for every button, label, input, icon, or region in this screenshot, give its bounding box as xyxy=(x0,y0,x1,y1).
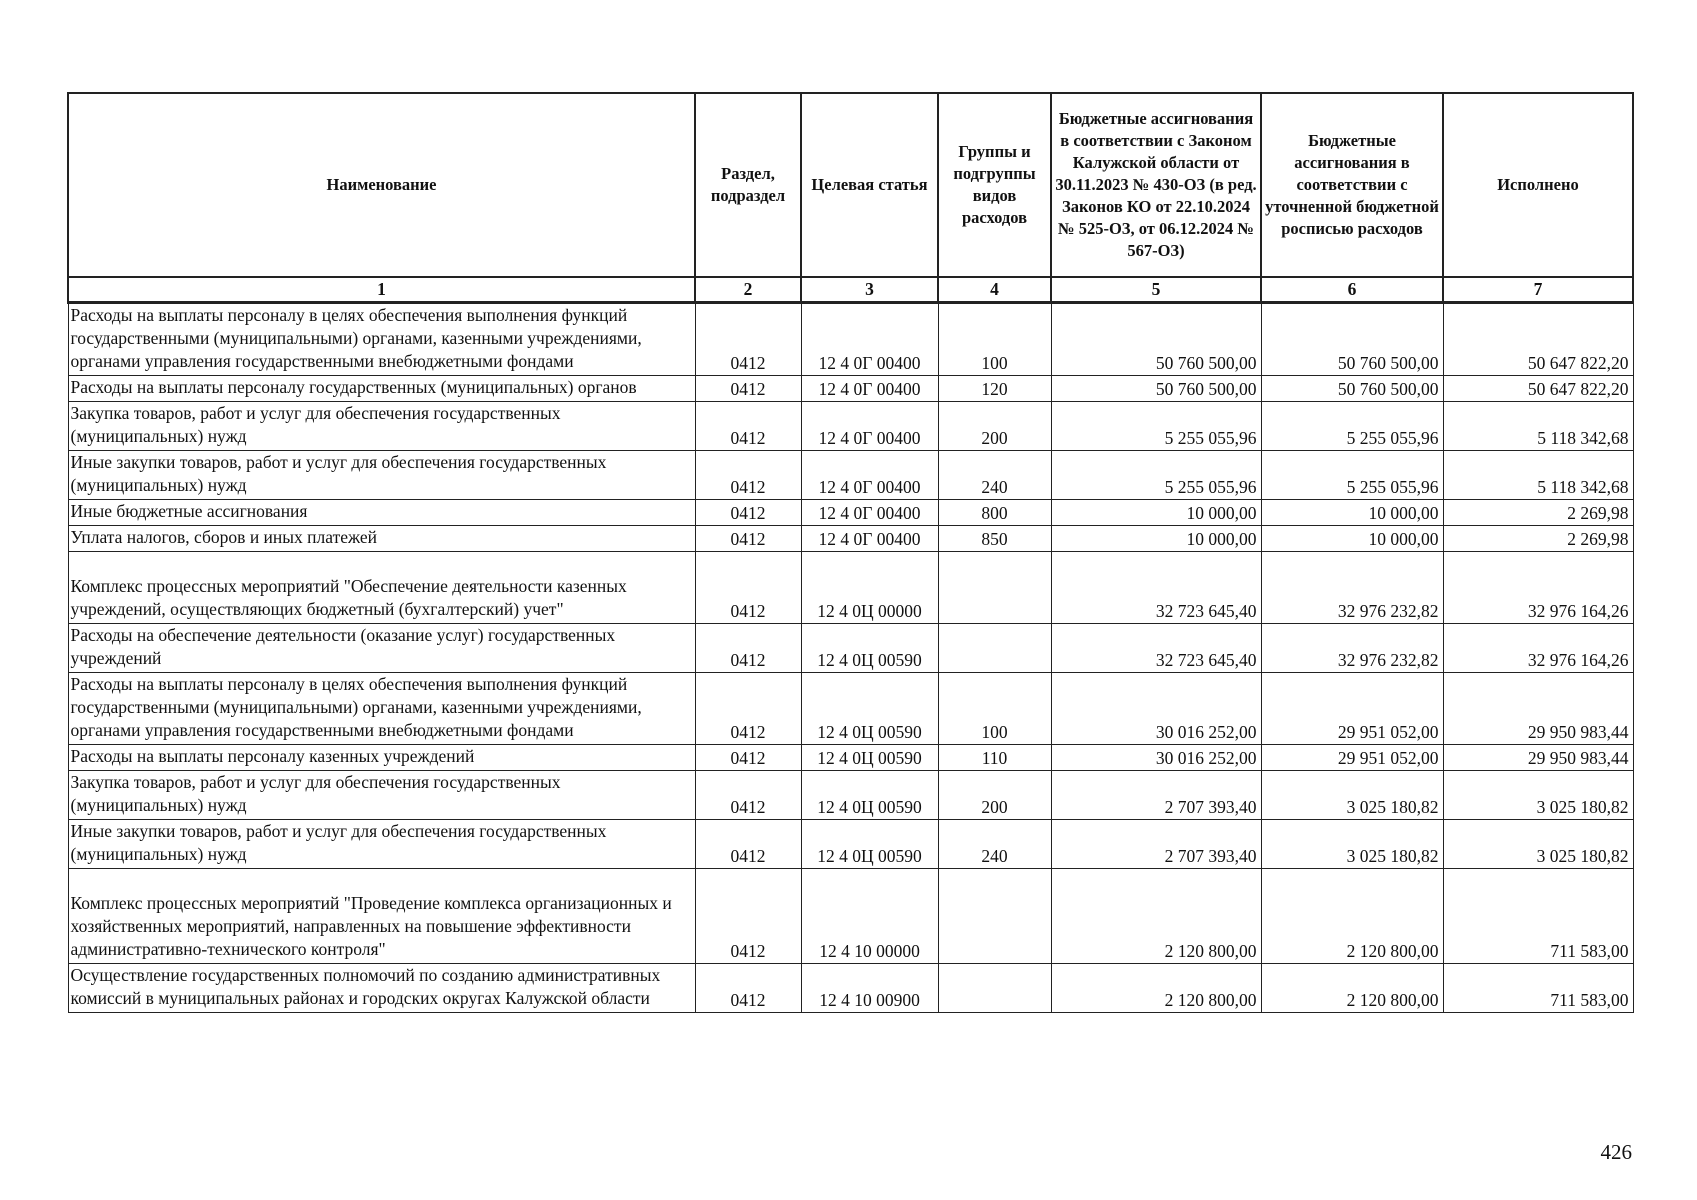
header-expense-groups: Группы и подгруппы видов расходов xyxy=(938,93,1051,277)
column-number: 2 xyxy=(695,277,801,303)
row-name: Иные закупки товаров, работ и услуг для обеспечения государственных (муниципальных) нужд xyxy=(68,451,695,500)
row-budget: 5 255 055,96 xyxy=(1051,451,1261,500)
row-section: 0412 xyxy=(695,820,801,869)
row-group: 850 xyxy=(938,526,1051,552)
row-group: 120 xyxy=(938,376,1051,402)
row-roster: 32 976 232,82 xyxy=(1261,552,1443,624)
row-target: 12 4 10 00900 xyxy=(801,964,938,1013)
row-executed: 32 976 164,26 xyxy=(1443,624,1633,673)
column-number: 4 xyxy=(938,277,1051,303)
row-group: 100 xyxy=(938,673,1051,745)
row-executed: 50 647 822,20 xyxy=(1443,376,1633,402)
row-roster: 5 255 055,96 xyxy=(1261,402,1443,451)
row-budget: 2 707 393,40 xyxy=(1051,820,1261,869)
row-group xyxy=(938,552,1051,624)
row-target: 12 4 0Г 00400 xyxy=(801,500,938,526)
row-executed: 2 269,98 xyxy=(1443,500,1633,526)
row-section: 0412 xyxy=(695,624,801,673)
column-number-row xyxy=(68,277,1633,303)
row-roster: 10 000,00 xyxy=(1261,500,1443,526)
row-roster: 3 025 180,82 xyxy=(1261,820,1443,869)
row-section: 0412 xyxy=(695,869,801,964)
row-name-cell xyxy=(68,869,695,964)
row-executed: 3 025 180,82 xyxy=(1443,771,1633,820)
row-roster: 50 760 500,00 xyxy=(1261,376,1443,402)
row-roster: 10 000,00 xyxy=(1261,526,1443,552)
row-budget: 2 707 393,40 xyxy=(1051,771,1261,820)
header-row xyxy=(68,93,1633,277)
table-row xyxy=(68,376,1633,402)
table-row xyxy=(68,964,1633,1013)
row-section: 0412 xyxy=(695,745,801,771)
row-executed: 50 647 822,20 xyxy=(1443,303,1633,376)
row-executed: 5 118 342,68 xyxy=(1443,402,1633,451)
row-section: 0412 xyxy=(695,552,801,624)
row-name: Комплекс процессных мероприятий "Проведение комплекса организационных и хозяйственных мероприятий, направленных на повышение эффективности административно-технического контроля" xyxy=(70,893,672,959)
row-target: 12 4 0Ц 00590 xyxy=(801,745,938,771)
row-executed: 5 118 342,68 xyxy=(1443,451,1633,500)
table-row xyxy=(68,869,1633,964)
page-number: 426 xyxy=(1600,1140,1632,1164)
row-name: Иные закупки товаров, работ и услуг для обеспечения государственных (муниципальных) нужд xyxy=(68,820,695,869)
row-name: Расходы на выплаты персоналу государственных (муниципальных) органов xyxy=(68,376,695,402)
row-group: 800 xyxy=(938,500,1051,526)
row-section: 0412 xyxy=(695,771,801,820)
row-group: 240 xyxy=(938,820,1051,869)
table-row xyxy=(68,402,1633,451)
row-roster: 2 120 800,00 xyxy=(1261,869,1443,964)
column-number: 7 xyxy=(1443,277,1633,303)
row-budget: 2 120 800,00 xyxy=(1051,869,1261,964)
row-roster: 50 760 500,00 xyxy=(1261,303,1443,376)
row-budget: 10 000,00 xyxy=(1051,500,1261,526)
table-row xyxy=(68,451,1633,500)
row-section: 0412 xyxy=(695,402,801,451)
row-target: 12 4 0Г 00400 xyxy=(801,402,938,451)
row-name: Уплата налогов, сборов и иных платежей xyxy=(68,526,695,552)
row-name: Расходы на обеспечение деятельности (оказание услуг) государственных учреждений xyxy=(68,624,695,673)
table-row xyxy=(68,771,1633,820)
row-roster: 32 976 232,82 xyxy=(1261,624,1443,673)
row-target: 12 4 0Г 00400 xyxy=(801,451,938,500)
column-number: 6 xyxy=(1261,277,1443,303)
table-row xyxy=(68,624,1633,673)
budget-table-container xyxy=(67,92,1632,1013)
row-executed: 711 583,00 xyxy=(1443,964,1633,1013)
row-budget: 5 255 055,96 xyxy=(1051,402,1261,451)
row-group xyxy=(938,964,1051,1013)
row-target: 12 4 0Ц 00590 xyxy=(801,673,938,745)
row-budget: 10 000,00 xyxy=(1051,526,1261,552)
row-section: 0412 xyxy=(695,673,801,745)
table-row xyxy=(68,820,1633,869)
row-budget: 32 723 645,40 xyxy=(1051,552,1261,624)
row-executed: 32 976 164,26 xyxy=(1443,552,1633,624)
budget-execution-table xyxy=(67,92,1634,1013)
row-section: 0412 xyxy=(695,526,801,552)
row-budget: 50 760 500,00 xyxy=(1051,303,1261,376)
row-budget: 32 723 645,40 xyxy=(1051,624,1261,673)
row-target: 12 4 0Ц 00590 xyxy=(801,624,938,673)
row-target: 12 4 0Ц 00590 xyxy=(801,820,938,869)
table-row xyxy=(68,552,1633,624)
row-name: Закупка товаров, работ и услуг для обеспечения государственных (муниципальных) нужд xyxy=(68,402,695,451)
row-group: 200 xyxy=(938,771,1051,820)
row-executed: 711 583,00 xyxy=(1443,869,1633,964)
table-row xyxy=(68,526,1633,552)
row-target: 12 4 0Г 00400 xyxy=(801,526,938,552)
row-executed: 3 025 180,82 xyxy=(1443,820,1633,869)
row-name: Закупка товаров, работ и услуг для обеспечения государственных (муниципальных) нужд xyxy=(68,771,695,820)
row-roster: 29 951 052,00 xyxy=(1261,673,1443,745)
row-target: 12 4 0Г 00400 xyxy=(801,376,938,402)
row-name: Осуществление государственных полномочий по созданию административных комиссий в муниципальных районах и городских округах Калужской области xyxy=(68,964,695,1013)
row-budget: 30 016 252,00 xyxy=(1051,745,1261,771)
row-group xyxy=(938,869,1051,964)
row-target: 12 4 10 00000 xyxy=(801,869,938,964)
table-row xyxy=(68,745,1633,771)
row-target: 12 4 0Г 00400 xyxy=(801,303,938,376)
row-roster: 3 025 180,82 xyxy=(1261,771,1443,820)
table-row xyxy=(68,673,1633,745)
row-section: 0412 xyxy=(695,500,801,526)
column-number: 3 xyxy=(801,277,938,303)
header-budget-roster: Бюджетные ассигнования в соответствии с уточненной бюджетной росписью расходов xyxy=(1261,93,1443,277)
row-budget: 30 016 252,00 xyxy=(1051,673,1261,745)
row-section: 0412 xyxy=(695,451,801,500)
row-budget: 2 120 800,00 xyxy=(1051,964,1261,1013)
header-executed: Исполнено xyxy=(1443,93,1633,277)
header-name: Наименование xyxy=(68,93,695,277)
header-target-article: Целевая статья xyxy=(801,93,938,277)
row-group: 100 xyxy=(938,303,1051,376)
row-section: 0412 xyxy=(695,964,801,1013)
row-roster: 29 951 052,00 xyxy=(1261,745,1443,771)
row-roster: 2 120 800,00 xyxy=(1261,964,1443,1013)
row-executed: 2 269,98 xyxy=(1443,526,1633,552)
row-name-cell xyxy=(68,552,695,624)
row-group: 240 xyxy=(938,451,1051,500)
row-group xyxy=(938,624,1051,673)
row-name: Расходы на выплаты персоналу казенных учреждений xyxy=(68,745,695,771)
row-section: 0412 xyxy=(695,376,801,402)
row-roster: 5 255 055,96 xyxy=(1261,451,1443,500)
row-budget: 50 760 500,00 xyxy=(1051,376,1261,402)
column-number: 5 xyxy=(1051,277,1261,303)
row-name: Иные бюджетные ассигнования xyxy=(68,500,695,526)
row-group: 200 xyxy=(938,402,1051,451)
row-executed: 29 950 983,44 xyxy=(1443,745,1633,771)
row-section: 0412 xyxy=(695,303,801,376)
column-number: 1 xyxy=(68,277,695,303)
row-name: Расходы на выплаты персоналу в целях обеспечения выполнения функций государственными (муниципальными) органами, казенными учреждениями, органами управления государственными внебюджетными фондами xyxy=(68,673,695,745)
header-section: Раздел, подраздел xyxy=(695,93,801,277)
table-row xyxy=(68,500,1633,526)
row-group: 110 xyxy=(938,745,1051,771)
row-target: 12 4 0Ц 00000 xyxy=(801,552,938,624)
header-budget-law: Бюджетные ассигнования в соответствии с Законом Калужской области от 30.11.2023 № 430-ОЗ (в ред. Законов КО от 22.10.2024 № 525-ОЗ, от 06.12.2024 № 567-ОЗ) xyxy=(1051,93,1261,277)
row-name: Комплекс процессных мероприятий "Обеспечение деятельности казенных учреждений, осуществляющих бюджетный (бухгалтерский) учет" xyxy=(70,576,627,619)
row-target: 12 4 0Ц 00590 xyxy=(801,771,938,820)
table-row xyxy=(68,303,1633,376)
row-name: Расходы на выплаты персоналу в целях обеспечения выполнения функций государственными (муниципальными) органами, казенными учреждениями, органами управления государственными внебюджетными фондами xyxy=(68,303,695,376)
row-executed: 29 950 983,44 xyxy=(1443,673,1633,745)
